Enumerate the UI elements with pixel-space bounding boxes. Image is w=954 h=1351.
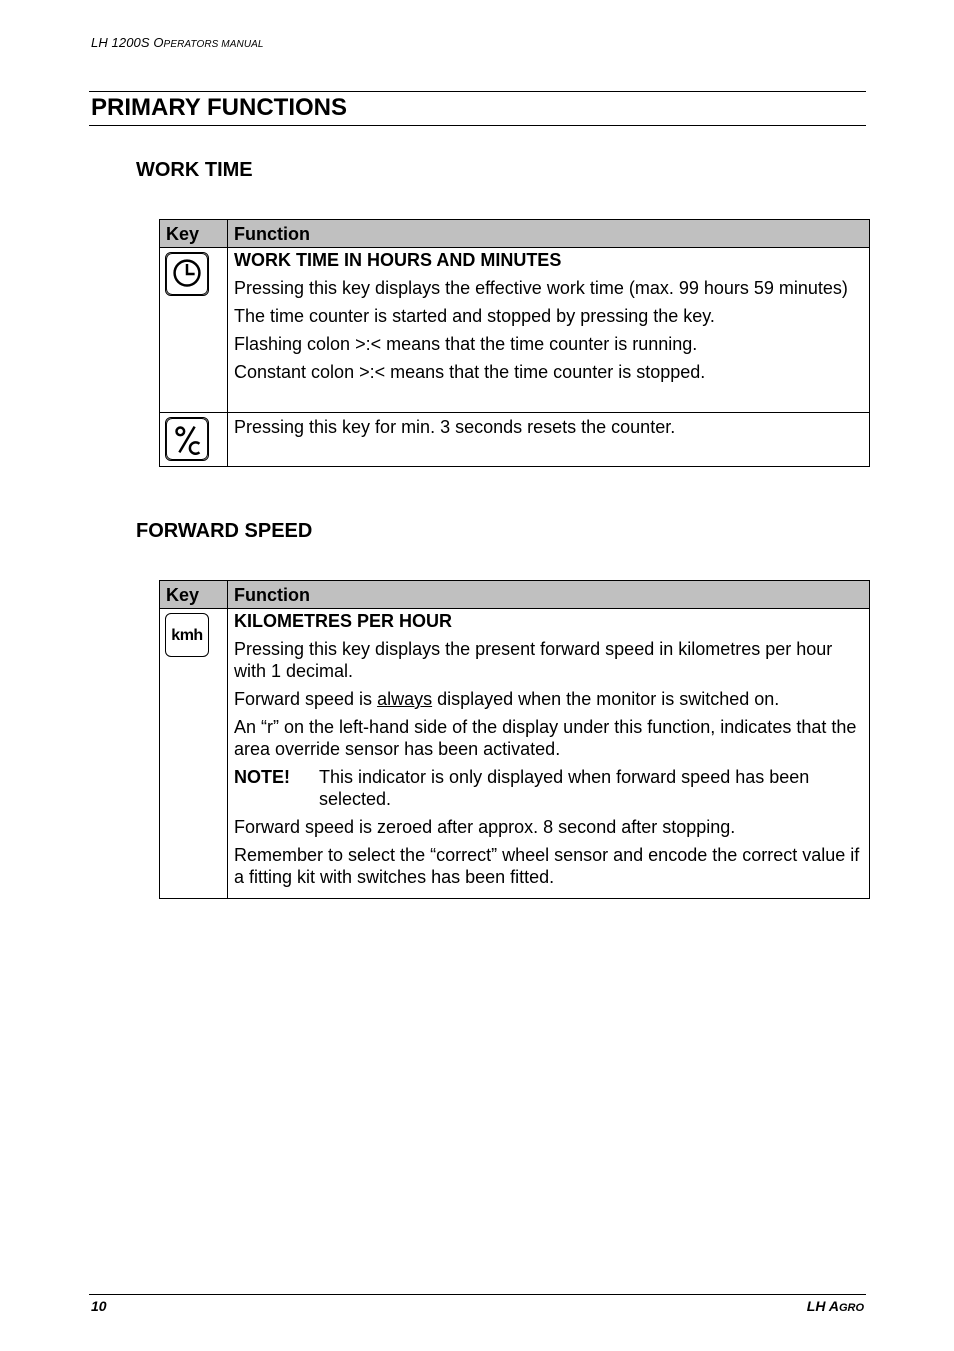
- key-cell: [160, 413, 228, 467]
- function-text: Remember to select the “correct” wheel sensor and encode the correct value if a fitting kit with switches has been fitted.: [234, 845, 860, 887]
- brand-small: GRO: [838, 1302, 864, 1314]
- brand-main: LH A: [806, 1298, 839, 1314]
- function-cell: [228, 609, 870, 899]
- function-heading: KILOMETRES PER HOUR: [234, 611, 453, 631]
- table-header-row: [160, 581, 870, 609]
- function-cell: [228, 248, 870, 413]
- table-row: [160, 248, 870, 413]
- page-number: 10: [91, 1298, 107, 1314]
- kmh-key-label: kmh: [171, 627, 203, 644]
- function-text: The time counter is started and stopped by pressing the key.: [234, 306, 715, 326]
- function-text: Pressing this key displays the effective work time (max. 99 hours 59 minutes): [234, 278, 848, 298]
- col-key-header: Key: [160, 220, 228, 248]
- col-key-header: Key: [160, 581, 228, 609]
- function-text: Flashing colon >:< means that the time counter is running.: [234, 334, 698, 354]
- function-heading: WORK TIME IN HOURS AND MINUTES: [234, 250, 562, 270]
- text-part: displayed when the monitor is switched on.: [432, 689, 780, 709]
- clock-icon[interactable]: [165, 252, 209, 296]
- note-text: This indicator is only displayed when forward speed has been selected.: [319, 767, 810, 809]
- function-text: [234, 688, 861, 710]
- note-block: [234, 766, 861, 810]
- footer-rule: [89, 1294, 866, 1295]
- header-title-main: LH 1200S O: [91, 35, 164, 50]
- key-cell: [160, 248, 228, 413]
- note-label: NOTE!: [234, 767, 290, 787]
- col-function-header: Function: [228, 581, 870, 609]
- table-row: [160, 609, 870, 899]
- table-header-row: [160, 220, 870, 248]
- emphasis-text: always: [377, 689, 433, 709]
- section-title-work-time: WORK TIME: [136, 159, 253, 181]
- running-header: [91, 35, 264, 50]
- col-function-header: Function: [228, 220, 870, 248]
- function-text: Forward speed is zeroed after approx. 8 second after stopping.: [234, 817, 736, 837]
- title-rule-bottom: [89, 125, 866, 126]
- function-cell: [228, 413, 870, 467]
- kmh-icon[interactable]: [165, 613, 209, 657]
- work-time-table: [159, 219, 870, 467]
- function-text: Pressing this key displays the present forward speed in kilometres per hour with 1 decimal.: [234, 639, 833, 681]
- header-title-small: PERATORS MANUAL: [163, 39, 264, 50]
- footer-brand: [807, 1298, 864, 1314]
- page-title: PRIMARY FUNCTIONS: [91, 94, 348, 121]
- function-text: Pressing this key for min. 3 seconds resets the counter.: [234, 417, 676, 437]
- percent-c-icon[interactable]: [165, 417, 209, 461]
- table-row: [160, 413, 870, 467]
- key-cell: [160, 609, 228, 899]
- title-rule-top: [89, 91, 866, 92]
- forward-speed-table: [159, 580, 870, 899]
- function-text: An “r” on the left-hand side of the display under this function, indicates that the area override sensor has been activated.: [234, 717, 857, 759]
- text-part: Forward speed is: [234, 689, 378, 709]
- section-title-forward-speed: FORWARD SPEED: [136, 520, 313, 542]
- function-text: Constant colon >:< means that the time counter is stopped.: [234, 362, 706, 382]
